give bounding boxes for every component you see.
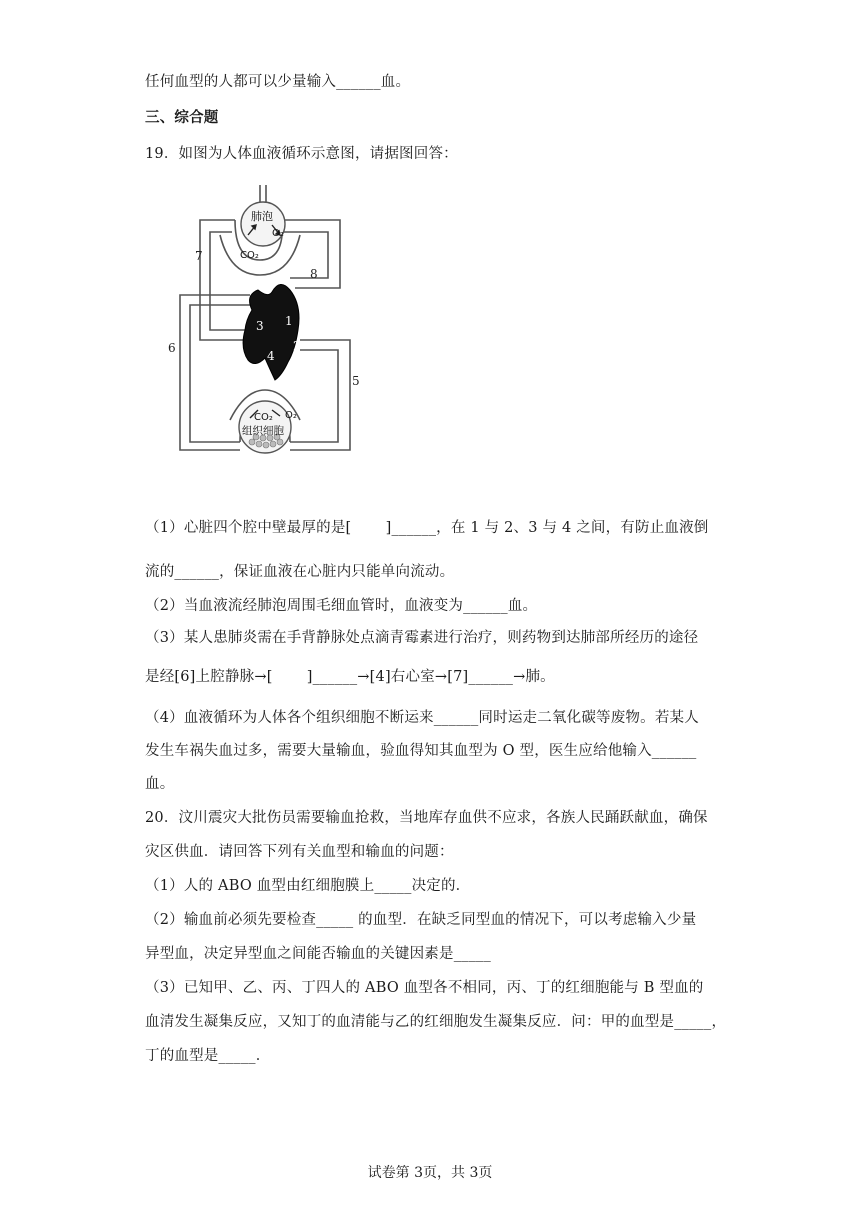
q20-part2-line1: （2）输血前必须先要检查_____ 的血型．在缺乏同型血的情况下，可以考虑输入少量 — [145, 912, 697, 928]
q19-part1-line2: 流的______，保证血液在心脏内只能单向流动。 — [145, 564, 455, 580]
q19-part1-line1: （1）心脏四个腔中壁最厚的是[ ]______，在 1 与 2、3 与 4 之间，有防止血液倒 — [145, 520, 709, 536]
heart-label-1: 1 — [285, 314, 293, 328]
q20-stem-line2: 灾区供血．请回答下列有关血型和输血的问题： — [145, 844, 454, 860]
co2-top-label: CO₂ — [240, 250, 259, 261]
alveolus-label: 肺泡 — [251, 210, 273, 223]
vessel-label-5: 5 — [352, 374, 360, 388]
q19-part4-line2: 发生车祸失血过多，需要大量输血，验血得知其血型为 O 型，医生应给他输入______ — [145, 743, 697, 759]
vessel-label-6: 6 — [168, 341, 176, 355]
q19-part3-line2: 是经[6]上腔静脉→[ ]______→[4]右心室→[7]______→肺。 — [145, 669, 555, 685]
heart-label-4: 4 — [267, 349, 275, 363]
heart-label-3: 3 — [256, 319, 264, 333]
co2-bottom-label: CO₂ — [254, 412, 273, 423]
q19-part2: （2）当血液流经肺泡周围毛细血管时，血液变为______血。 — [145, 598, 538, 614]
page-footer: 试卷第 3页，共 3页 — [367, 1165, 493, 1181]
q19-part3-line1: （3）某人患肺炎需在手背静脉处点滴青霉素进行治疗，则药物到达肺部所经历的途径 — [145, 630, 699, 646]
text-line: 任何血型的人都可以少量输入______血。 — [145, 74, 411, 90]
q20-stem-line1: 20．汶川震灾大批伤员需要输血抢救，当地库存血供不应求，各族人民踊跃献血，确保 — [145, 810, 708, 826]
q20-part3-line3: 丁的血型是_____． — [145, 1048, 271, 1064]
vessel-label-7: 7 — [195, 249, 203, 263]
q20-part2-line2: 异型血，决定异型血之间能否输血的关键因素是_____ — [145, 946, 491, 962]
o2-bottom-label: O₂ — [285, 410, 297, 421]
q19-part4-line3: 血。 — [145, 776, 175, 792]
section-heading: 三、综合题 — [145, 109, 219, 126]
heart-shape — [243, 284, 299, 380]
q20-part3-line2: 血清发生凝集反应，又知丁的血清能与乙的红细胞发生凝集反应．问：甲的血型是_____， — [145, 1014, 727, 1030]
vessel-label-8: 8 — [310, 267, 318, 281]
o2-top-label: O₂ — [272, 228, 284, 239]
q19-part4-line1: （4）血液循环为人体各个组织细胞不断运来______同时运走二氧化碳等废物。若某人 — [145, 710, 699, 726]
blood-circulation-diagram — [160, 180, 370, 465]
tissue-cells-label: 组织细胞 — [242, 425, 284, 437]
q20-part1: （1）人的 ABO 血型由红细胞膜上_____决定的． — [145, 878, 471, 894]
heart-label-2: 2 — [293, 339, 301, 353]
question-19-stem: 19．如图为人体血液循环示意图，请据图回答： — [145, 146, 458, 162]
alveolus-shape — [241, 202, 285, 246]
q20-part3-line1: （3）已知甲、乙、丙、丁四人的 ABO 血型各不相同，丙、丁的红细胞能与 B 型血的 — [145, 980, 704, 996]
